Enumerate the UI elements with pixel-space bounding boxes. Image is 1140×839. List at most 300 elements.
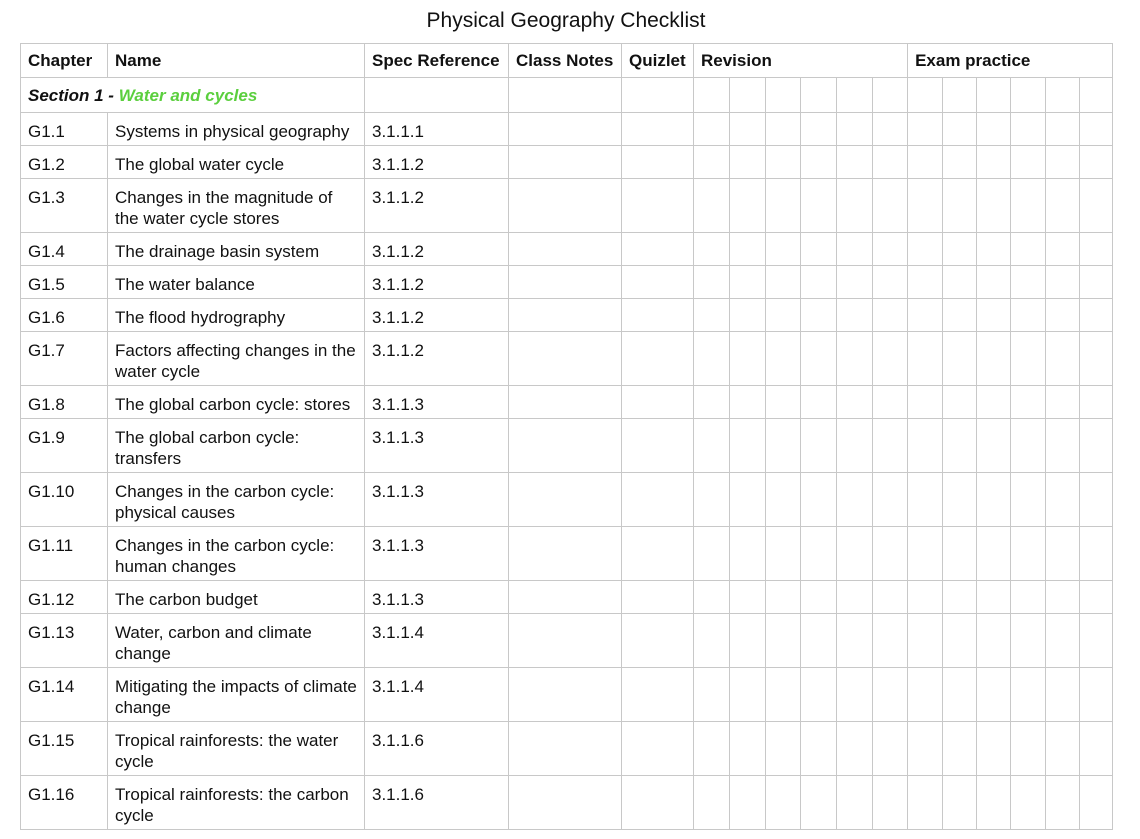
exam-practice-cell[interactable] [1080,299,1113,332]
exam-practice-cell[interactable] [908,332,943,386]
class-notes-cell[interactable] [509,581,622,614]
header-chapter: Chapter [21,44,108,78]
revision-cell[interactable] [730,776,766,830]
chapter-row [21,146,1113,179]
chapter-cell: G1.5 [21,266,108,299]
revision-cell[interactable] [801,332,837,386]
revision-cell[interactable] [801,581,837,614]
revision-cell[interactable] [694,266,730,299]
revision-cell[interactable] [801,266,837,299]
revision-cell[interactable] [801,473,837,527]
revision-cell[interactable] [766,386,801,419]
section-row [21,78,1113,113]
revision-cell[interactable] [766,179,801,233]
exam-practice-cell[interactable] [943,614,977,668]
quizlet-cell[interactable] [622,266,694,299]
exam-practice-cell[interactable] [977,722,1011,776]
spec-reference-cell: 3.1.1.6 [365,722,509,776]
exam-practice-cell[interactable] [1080,473,1113,527]
exam-practice-cell[interactable] [1046,179,1080,233]
revision-cell[interactable] [801,146,837,179]
exam-practice-cell[interactable] [1046,776,1080,830]
revision-cell[interactable] [873,299,908,332]
chapter-row [21,332,1113,386]
header-quizlet: Quizlet [622,44,694,78]
exam-practice-cell[interactable] [1046,113,1080,146]
exam-practice-cell[interactable] [908,78,943,113]
exam-practice-cell[interactable] [1080,668,1113,722]
revision-cell[interactable] [801,527,837,581]
name-cell: The drainage basin system [108,233,365,266]
revision-cell[interactable] [694,299,730,332]
spec-reference-cell: 3.1.1.3 [365,386,509,419]
exam-practice-cell[interactable] [1046,299,1080,332]
revision-cell[interactable] [694,527,730,581]
spec-reference-cell: 3.1.1.4 [365,668,509,722]
revision-cell[interactable] [730,332,766,386]
revision-cell[interactable] [694,146,730,179]
exam-practice-cell[interactable] [1011,299,1046,332]
revision-cell[interactable] [730,299,766,332]
class-notes-cell[interactable] [509,419,622,473]
chapter-cell: G1.14 [21,668,108,722]
exam-practice-cell[interactable] [1080,179,1113,233]
revision-cell[interactable] [766,722,801,776]
exam-practice-cell[interactable] [1046,332,1080,386]
revision-cell[interactable] [873,581,908,614]
class-notes-cell[interactable] [509,146,622,179]
chapter-cell: G1.3 [21,179,108,233]
revision-cell[interactable] [801,299,837,332]
spec-reference-cell: 3.1.1.3 [365,419,509,473]
quizlet-cell[interactable] [622,113,694,146]
chapter-row [21,233,1113,266]
exam-practice-cell[interactable] [943,146,977,179]
exam-practice-cell[interactable] [1011,614,1046,668]
name-cell: The global water cycle [108,146,365,179]
revision-cell[interactable] [694,581,730,614]
exam-practice-cell[interactable] [908,776,943,830]
exam-practice-cell[interactable] [943,527,977,581]
revision-cell[interactable] [801,113,837,146]
chapter-cell: G1.6 [21,299,108,332]
revision-cell[interactable] [766,332,801,386]
revision-cell[interactable] [730,113,766,146]
exam-practice-cell[interactable] [943,776,977,830]
chapter-row [21,527,1113,581]
revision-cell[interactable] [766,233,801,266]
exam-practice-cell[interactable] [908,527,943,581]
section-class-notes-cell [509,78,622,113]
revision-cell[interactable] [837,527,873,581]
revision-cell[interactable] [873,332,908,386]
revision-cell[interactable] [694,722,730,776]
revision-cell[interactable] [801,78,837,113]
quizlet-cell[interactable] [622,299,694,332]
revision-cell[interactable] [801,614,837,668]
header-name: Name [108,44,365,78]
exam-practice-cell[interactable] [908,266,943,299]
class-notes-cell[interactable] [509,722,622,776]
exam-practice-cell[interactable] [908,614,943,668]
section-name: Water and cycles [118,85,258,105]
exam-practice-cell[interactable] [1080,386,1113,419]
chapter-cell: G1.2 [21,146,108,179]
revision-cell[interactable] [837,78,873,113]
exam-practice-cell[interactable] [1011,419,1046,473]
revision-cell[interactable] [837,419,873,473]
quizlet-cell[interactable] [622,527,694,581]
exam-practice-cell[interactable] [1011,113,1046,146]
exam-practice-cell[interactable] [977,386,1011,419]
revision-cell[interactable] [694,668,730,722]
exam-practice-cell[interactable] [977,419,1011,473]
exam-practice-cell[interactable] [1046,419,1080,473]
revision-cell[interactable] [694,233,730,266]
quizlet-cell[interactable] [622,722,694,776]
class-notes-cell[interactable] [509,332,622,386]
quizlet-cell[interactable] [622,146,694,179]
name-cell: Changes in the magnitude of the water cycle stores [108,179,365,233]
chapter-row [21,614,1113,668]
exam-practice-cell[interactable] [1046,722,1080,776]
exam-practice-cell[interactable] [943,473,977,527]
revision-cell[interactable] [873,419,908,473]
page-title: Physical Geography Checklist [426,9,706,32]
exam-practice-cell[interactable] [908,386,943,419]
spec-reference-cell: 3.1.1.4 [365,614,509,668]
quizlet-cell[interactable] [622,419,694,473]
chapter-row [21,419,1113,473]
spec-reference-cell: 3.1.1.1 [365,113,509,146]
chapter-cell: G1.10 [21,473,108,527]
exam-practice-cell[interactable] [908,581,943,614]
exam-practice-cell[interactable] [1011,146,1046,179]
chapter-cell: G1.15 [21,722,108,776]
exam-practice-cell[interactable] [1046,233,1080,266]
exam-practice-cell[interactable] [977,527,1011,581]
revision-cell[interactable] [801,668,837,722]
exam-practice-cell[interactable] [943,179,977,233]
revision-cell[interactable] [766,113,801,146]
revision-cell[interactable] [694,614,730,668]
quizlet-cell[interactable] [622,581,694,614]
revision-cell[interactable] [873,78,908,113]
spec-reference-cell: 3.1.1.2 [365,146,509,179]
name-cell: The global carbon cycle: stores [108,386,365,419]
exam-practice-cell[interactable] [1011,776,1046,830]
revision-cell[interactable] [873,179,908,233]
exam-practice-cell[interactable] [1011,722,1046,776]
revision-cell[interactable] [873,113,908,146]
exam-practice-cell[interactable] [908,146,943,179]
class-notes-cell[interactable] [509,527,622,581]
exam-practice-cell[interactable] [943,78,977,113]
chapter-row [21,266,1113,299]
exam-practice-cell[interactable] [1011,668,1046,722]
revision-cell[interactable] [730,233,766,266]
revision-cell[interactable] [766,581,801,614]
spec-reference-cell: 3.1.1.2 [365,233,509,266]
revision-cell[interactable] [766,78,801,113]
revision-cell[interactable] [873,527,908,581]
revision-cell[interactable] [837,581,873,614]
exam-practice-cell[interactable] [908,113,943,146]
exam-practice-cell[interactable] [943,722,977,776]
name-cell: Tropical rainforests: the carbon cycle [108,776,365,830]
revision-cell[interactable] [730,527,766,581]
name-cell: The flood hydrography [108,299,365,332]
revision-cell[interactable] [766,473,801,527]
exam-practice-cell[interactable] [1080,266,1113,299]
exam-practice-cell[interactable] [1011,78,1046,113]
quizlet-cell[interactable] [622,179,694,233]
header-class-notes: Class Notes [509,44,622,78]
class-notes-cell[interactable] [509,179,622,233]
quizlet-cell[interactable] [622,233,694,266]
quizlet-cell[interactable] [622,386,694,419]
revision-cell[interactable] [837,722,873,776]
exam-practice-cell[interactable] [908,299,943,332]
revision-cell[interactable] [873,776,908,830]
chapter-cell: G1.11 [21,527,108,581]
revision-cell[interactable] [837,668,873,722]
revision-cell[interactable] [837,299,873,332]
revision-cell[interactable] [766,776,801,830]
exam-practice-cell[interactable] [1011,179,1046,233]
revision-cell[interactable] [766,146,801,179]
exam-practice-cell[interactable] [1046,614,1080,668]
name-cell: Factors affecting changes in the water cycle [108,332,365,386]
exam-practice-cell[interactable] [977,113,1011,146]
revision-cell[interactable] [694,776,730,830]
revision-cell[interactable] [837,776,873,830]
revision-cell[interactable] [837,266,873,299]
exam-practice-cell[interactable] [1046,527,1080,581]
revision-cell[interactable] [766,668,801,722]
exam-practice-cell[interactable] [1011,386,1046,419]
exam-practice-cell[interactable] [908,473,943,527]
exam-practice-cell[interactable] [1011,233,1046,266]
chapter-cell: G1.13 [21,614,108,668]
section-title [21,78,365,113]
chapter-row [21,299,1113,332]
quizlet-cell[interactable] [622,776,694,830]
exam-practice-cell[interactable] [1011,332,1046,386]
exam-practice-cell[interactable] [908,722,943,776]
exam-practice-cell[interactable] [943,419,977,473]
section-label: Section 1 - [28,85,119,105]
chapter-cell: G1.1 [21,113,108,146]
revision-cell[interactable] [730,419,766,473]
revision-cell[interactable] [837,146,873,179]
quizlet-cell[interactable] [622,473,694,527]
class-notes-cell[interactable] [509,113,622,146]
revision-cell[interactable] [730,266,766,299]
revision-cell[interactable] [873,668,908,722]
class-notes-cell[interactable] [509,668,622,722]
exam-practice-cell[interactable] [977,614,1011,668]
revision-cell[interactable] [837,179,873,233]
exam-practice-cell[interactable] [977,668,1011,722]
exam-practice-cell[interactable] [943,266,977,299]
exam-practice-cell[interactable] [1046,668,1080,722]
chapter-row [21,668,1113,722]
exam-practice-cell[interactable] [1046,266,1080,299]
exam-practice-cell[interactable] [977,146,1011,179]
exam-practice-cell[interactable] [908,668,943,722]
revision-cell[interactable] [873,233,908,266]
revision-cell[interactable] [766,527,801,581]
revision-cell[interactable] [837,113,873,146]
header-exam-practice: Exam practice [908,44,1113,78]
spec-reference-cell: 3.1.1.6 [365,776,509,830]
section-quizlet-cell [622,78,694,113]
revision-cell[interactable] [730,146,766,179]
exam-practice-cell[interactable] [977,299,1011,332]
revision-cell[interactable] [694,473,730,527]
exam-practice-cell[interactable] [977,776,1011,830]
exam-practice-cell[interactable] [1080,332,1113,386]
revision-cell[interactable] [801,722,837,776]
revision-cell[interactable] [730,668,766,722]
revision-cell[interactable] [694,113,730,146]
class-notes-cell[interactable] [509,614,622,668]
chapter-row [21,386,1113,419]
revision-cell[interactable] [730,581,766,614]
revision-cell[interactable] [694,386,730,419]
exam-practice-cell[interactable] [977,581,1011,614]
revision-cell[interactable] [873,386,908,419]
spec-reference-cell: 3.1.1.2 [365,299,509,332]
revision-cell[interactable] [873,473,908,527]
exam-practice-cell[interactable] [1046,473,1080,527]
exam-practice-cell[interactable] [1046,146,1080,179]
exam-practice-cell[interactable] [1046,78,1080,113]
class-notes-cell[interactable] [509,266,622,299]
spec-reference-cell: 3.1.1.2 [365,179,509,233]
chapter-cell: G1.9 [21,419,108,473]
revision-cell[interactable] [730,179,766,233]
exam-practice-cell[interactable] [1011,266,1046,299]
exam-practice-cell[interactable] [1080,146,1113,179]
class-notes-cell[interactable] [509,299,622,332]
revision-cell[interactable] [837,332,873,386]
name-cell: Changes in the carbon cycle: physical causes [108,473,365,527]
class-notes-cell[interactable] [509,473,622,527]
name-cell: Mitigating the impacts of climate change [108,668,365,722]
revision-cell[interactable] [730,473,766,527]
exam-practice-cell[interactable] [1046,581,1080,614]
revision-cell[interactable] [766,299,801,332]
exam-practice-cell[interactable] [977,266,1011,299]
chapter-cell: G1.4 [21,233,108,266]
exam-practice-cell[interactable] [943,113,977,146]
exam-practice-cell[interactable] [977,233,1011,266]
exam-practice-cell[interactable] [1080,722,1113,776]
revision-cell[interactable] [801,179,837,233]
exam-practice-cell[interactable] [977,332,1011,386]
revision-cell[interactable] [837,614,873,668]
exam-practice-cell[interactable] [943,386,977,419]
revision-cell[interactable] [730,614,766,668]
chapter-cell: G1.8 [21,386,108,419]
exam-practice-cell[interactable] [1080,776,1113,830]
exam-practice-cell[interactable] [1011,581,1046,614]
revision-cell[interactable] [801,386,837,419]
class-notes-cell[interactable] [509,776,622,830]
revision-cell[interactable] [837,233,873,266]
exam-practice-cell[interactable] [977,473,1011,527]
exam-practice-cell[interactable] [943,332,977,386]
revision-cell[interactable] [873,722,908,776]
exam-practice-cell[interactable] [1046,386,1080,419]
revision-cell[interactable] [694,332,730,386]
revision-cell[interactable] [873,614,908,668]
revision-cell[interactable] [766,419,801,473]
exam-practice-cell[interactable] [943,233,977,266]
exam-practice-cell[interactable] [1011,527,1046,581]
revision-cell[interactable] [694,179,730,233]
exam-practice-cell[interactable] [1080,78,1113,113]
exam-practice-cell[interactable] [1080,113,1113,146]
chapter-row [21,473,1113,527]
exam-practice-cell[interactable] [943,581,977,614]
revision-cell[interactable] [730,386,766,419]
chapter-row [21,776,1113,830]
exam-practice-cell[interactable] [1080,233,1113,266]
revision-cell[interactable] [801,233,837,266]
exam-practice-cell[interactable] [1011,473,1046,527]
exam-practice-cell[interactable] [1080,614,1113,668]
chapter-row [21,722,1113,776]
exam-practice-cell[interactable] [908,419,943,473]
revision-cell[interactable] [694,419,730,473]
exam-practice-cell[interactable] [977,78,1011,113]
revision-cell[interactable] [873,266,908,299]
revision-cell[interactable] [766,266,801,299]
quizlet-cell[interactable] [622,332,694,386]
chapter-cell: G1.16 [21,776,108,830]
checklist-table [20,43,1113,830]
header-spec-reference: Spec Reference [365,44,509,78]
exam-practice-cell[interactable] [977,179,1011,233]
quizlet-cell[interactable] [622,668,694,722]
revision-cell[interactable] [837,386,873,419]
exam-practice-cell[interactable] [1080,419,1113,473]
revision-cell[interactable] [837,473,873,527]
exam-practice-cell[interactable] [1080,581,1113,614]
revision-cell[interactable] [730,78,766,113]
exam-practice-cell[interactable] [908,179,943,233]
quizlet-cell[interactable] [622,614,694,668]
name-cell: The carbon budget [108,581,365,614]
class-notes-cell[interactable] [509,386,622,419]
header-revision: Revision [694,44,908,78]
revision-cell[interactable] [694,78,730,113]
exam-practice-cell[interactable] [943,299,977,332]
class-notes-cell[interactable] [509,233,622,266]
exam-practice-cell[interactable] [1080,527,1113,581]
revision-cell[interactable] [873,146,908,179]
revision-cell[interactable] [801,419,837,473]
exam-practice-cell[interactable] [908,233,943,266]
spec-reference-cell: 3.1.1.3 [365,527,509,581]
revision-cell[interactable] [801,776,837,830]
revision-cell[interactable] [730,722,766,776]
revision-cell[interactable] [766,614,801,668]
exam-practice-cell[interactable] [943,668,977,722]
